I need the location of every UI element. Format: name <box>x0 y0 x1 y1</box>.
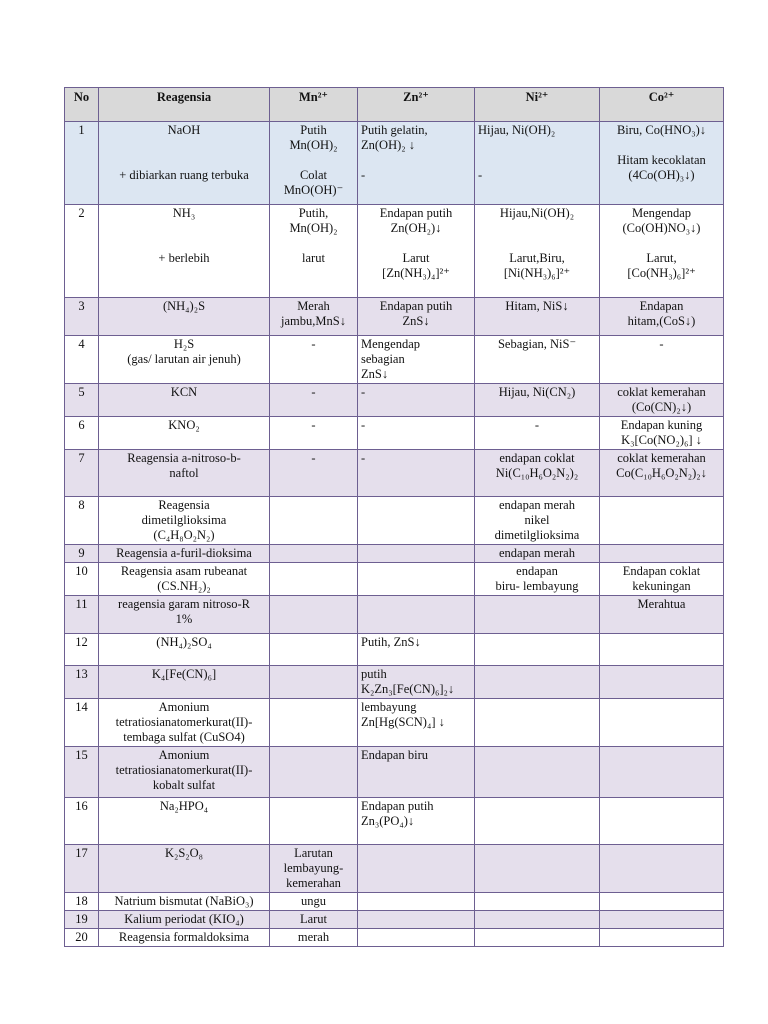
header-reagensia: Reagensia <box>99 88 270 122</box>
cell-reagensia: Reagensia a-furil-dioksima <box>99 545 270 563</box>
cell-ni <box>475 845 600 893</box>
cell-no: 3 <box>65 298 99 336</box>
cell-zn: - <box>358 417 475 450</box>
table-row <box>65 122 724 205</box>
cell-zn <box>358 497 475 545</box>
cell-co: Endapan kuning K₃[Co(NO₂)₆] ↓ <box>600 417 724 450</box>
cell-no: 8 <box>65 497 99 545</box>
cell-mn: Putih, Mn(OH)₂ larut <box>270 205 358 298</box>
cell-mn <box>270 699 358 747</box>
cell-no: 2 <box>65 205 99 298</box>
cell-ni: endapan biru- lembayung <box>475 563 600 596</box>
cell-ni <box>475 911 600 929</box>
cell-no: 9 <box>65 545 99 563</box>
cell-reagensia: K₂S₂O₈ <box>99 845 270 893</box>
cell-co <box>600 747 724 798</box>
cell-zn <box>358 545 475 563</box>
cell-co <box>600 666 724 699</box>
cell-reagensia: K₄[Fe(CN)₆] <box>99 666 270 699</box>
cell-co: Merahtua <box>600 596 724 634</box>
cell-no: 10 <box>65 563 99 596</box>
table-row <box>65 699 724 747</box>
cell-co <box>600 911 724 929</box>
cell-mn: - <box>270 384 358 417</box>
cell-co <box>600 545 724 563</box>
cell-mn: Larutan lembayung- kemerahan <box>270 845 358 893</box>
table-row <box>65 298 724 336</box>
cell-no: 15 <box>65 747 99 798</box>
cell-mn: Putih Mn(OH)₂ Colat MnO(OH)⁻ <box>270 122 358 205</box>
table-row <box>65 497 724 545</box>
cell-reagensia: Reagensia a-nitroso-b- naftol <box>99 450 270 497</box>
cell-ni: Hijau,Ni(OH)₂ Larut,Biru, [Ni(NH₃)₆]²⁺ <box>475 205 600 298</box>
cell-no: 19 <box>65 911 99 929</box>
cell-reagensia: Reagensia dimetilglioksima (C₄H₈O₂N₂) <box>99 497 270 545</box>
table-row <box>65 563 724 596</box>
cell-reagensia: KNO₂ <box>99 417 270 450</box>
cell-no: 14 <box>65 699 99 747</box>
table-row <box>65 336 724 384</box>
cell-no: 12 <box>65 634 99 666</box>
cell-co: Endapan coklat kekuningan <box>600 563 724 596</box>
cell-zn <box>358 563 475 596</box>
cell-mn: - <box>270 450 358 497</box>
cell-co: Mengendap (Co(OH)NO₃↓) Larut, [Co(NH₃)₆]²⁺ <box>600 205 724 298</box>
cell-mn <box>270 497 358 545</box>
cell-co <box>600 798 724 845</box>
cell-reagensia: Natrium bismutat (NaBiO₃) <box>99 893 270 911</box>
cell-co: Biru, Co(HNO₃)↓ Hitam kecoklatan (4Co(OH)₃↓) <box>600 122 724 205</box>
cell-ni: endapan merah nikel dimetilglioksima <box>475 497 600 545</box>
cell-co <box>600 497 724 545</box>
table-row <box>65 384 724 417</box>
header-mn: Mn²⁺ <box>270 88 358 122</box>
cell-zn <box>358 893 475 911</box>
table-row <box>65 929 724 947</box>
cell-reagensia: Reagensia asam rubeanat (CS.NH₂)₂ <box>99 563 270 596</box>
cell-zn <box>358 845 475 893</box>
cell-reagensia: NaOH + dibiarkan ruang terbuka <box>99 122 270 205</box>
cell-zn: Endapan putih Zn(OH₂)↓ Larut [Zn(NH₃)₄]²⁺ <box>358 205 475 298</box>
cell-mn <box>270 666 358 699</box>
cell-co: - <box>600 336 724 384</box>
cell-ni: Sebagian, NiS⁻ <box>475 336 600 384</box>
cell-mn <box>270 634 358 666</box>
cell-mn: - <box>270 336 358 384</box>
cell-no: 6 <box>65 417 99 450</box>
table-row <box>65 747 724 798</box>
cell-ni: - <box>475 417 600 450</box>
cell-mn <box>270 798 358 845</box>
cell-zn <box>358 929 475 947</box>
table-row <box>65 545 724 563</box>
header-zn: Zn²⁺ <box>358 88 475 122</box>
cell-co: Endapan hitam,(CoS↓) <box>600 298 724 336</box>
cell-co: coklat kemerahan Co(C₁₀H₆O₂N₂)₂↓ <box>600 450 724 497</box>
cell-reagensia: Reagensia formaldoksima <box>99 929 270 947</box>
table-body <box>65 122 724 947</box>
cell-zn: Mengendap sebagian ZnS↓ <box>358 336 475 384</box>
cell-co <box>600 893 724 911</box>
cell-co <box>600 699 724 747</box>
cell-reagensia: (NH₄)₂S <box>99 298 270 336</box>
cell-mn: merah <box>270 929 358 947</box>
cell-mn <box>270 747 358 798</box>
cell-zn: - <box>358 450 475 497</box>
reagent-table <box>64 87 724 947</box>
cell-mn: - <box>270 417 358 450</box>
cell-zn: lembayung Zn[Hg(SCN)₄] ↓ <box>358 699 475 747</box>
cell-no: 16 <box>65 798 99 845</box>
table-row <box>65 634 724 666</box>
cell-mn: ungu <box>270 893 358 911</box>
table-row <box>65 205 724 298</box>
cell-zn: Endapan biru <box>358 747 475 798</box>
cell-ni <box>475 798 600 845</box>
cell-no: 20 <box>65 929 99 947</box>
cell-ni <box>475 596 600 634</box>
cell-co <box>600 845 724 893</box>
table-row <box>65 450 724 497</box>
table-row <box>65 596 724 634</box>
cell-reagensia: Amonium tetratiosianatomerkurat(II)- tembaga sulfat (CuSO4) <box>99 699 270 747</box>
cell-reagensia: Na₂HPO₄ <box>99 798 270 845</box>
cell-co <box>600 929 724 947</box>
cell-mn: Larut <box>270 911 358 929</box>
cell-zn: Endapan putih ZnS↓ <box>358 298 475 336</box>
cell-zn: Endapan putih Zn₃(PO₄)↓ <box>358 798 475 845</box>
cell-no: 11 <box>65 596 99 634</box>
table-row <box>65 798 724 845</box>
cell-reagensia: reagensia garam nitroso-R 1% <box>99 596 270 634</box>
cell-reagensia: Amonium tetratiosianatomerkurat(II)- kobalt sulfat <box>99 747 270 798</box>
cell-no: 5 <box>65 384 99 417</box>
cell-reagensia: (NH₄)₂SO₄ <box>99 634 270 666</box>
cell-mn <box>270 563 358 596</box>
cell-ni: endapan coklat Ni(C₁₀H₆O₂N₂)₂ <box>475 450 600 497</box>
cell-no: 7 <box>65 450 99 497</box>
cell-ni <box>475 929 600 947</box>
cell-reagensia: H₂S (gas/ larutan air jenuh) <box>99 336 270 384</box>
cell-zn <box>358 596 475 634</box>
cell-ni: Hitam, NiS↓ <box>475 298 600 336</box>
cell-no: 1 <box>65 122 99 205</box>
cell-no: 4 <box>65 336 99 384</box>
cell-zn: - <box>358 384 475 417</box>
cell-reagensia: NH₃ + berlebih <box>99 205 270 298</box>
cell-ni <box>475 699 600 747</box>
cell-zn: Putih gelatin, Zn(OH)₂ ↓ - <box>358 122 475 205</box>
cell-co <box>600 634 724 666</box>
header-co: Co²⁺ <box>600 88 724 122</box>
cell-ni: Hijau, Ni(CN₂) <box>475 384 600 417</box>
cell-reagensia: Kalium periodat (KIO₄) <box>99 911 270 929</box>
header-no: No <box>65 88 99 122</box>
table-row <box>65 417 724 450</box>
table-row <box>65 845 724 893</box>
cell-reagensia: KCN <box>99 384 270 417</box>
cell-zn: putih K₂Zn₃[Fe(CN)₆]₂↓ <box>358 666 475 699</box>
cell-mn <box>270 596 358 634</box>
cell-ni <box>475 634 600 666</box>
table-row <box>65 666 724 699</box>
cell-no: 17 <box>65 845 99 893</box>
cell-co: coklat kemerahan (Co(CN)₂↓) <box>600 384 724 417</box>
cell-no: 18 <box>65 893 99 911</box>
cell-ni <box>475 893 600 911</box>
cell-ni: Hijau, Ni(OH)₂ - <box>475 122 600 205</box>
cell-mn: Merah jambu,MnS↓ <box>270 298 358 336</box>
table-row <box>65 911 724 929</box>
cell-zn <box>358 911 475 929</box>
cell-ni <box>475 747 600 798</box>
cell-no: 13 <box>65 666 99 699</box>
table-row <box>65 893 724 911</box>
header-row <box>65 88 724 122</box>
cell-mn <box>270 545 358 563</box>
cell-zn: Putih, ZnS↓ <box>358 634 475 666</box>
cell-ni: endapan merah <box>475 545 600 563</box>
header-ni: Ni²⁺ <box>475 88 600 122</box>
cell-ni <box>475 666 600 699</box>
